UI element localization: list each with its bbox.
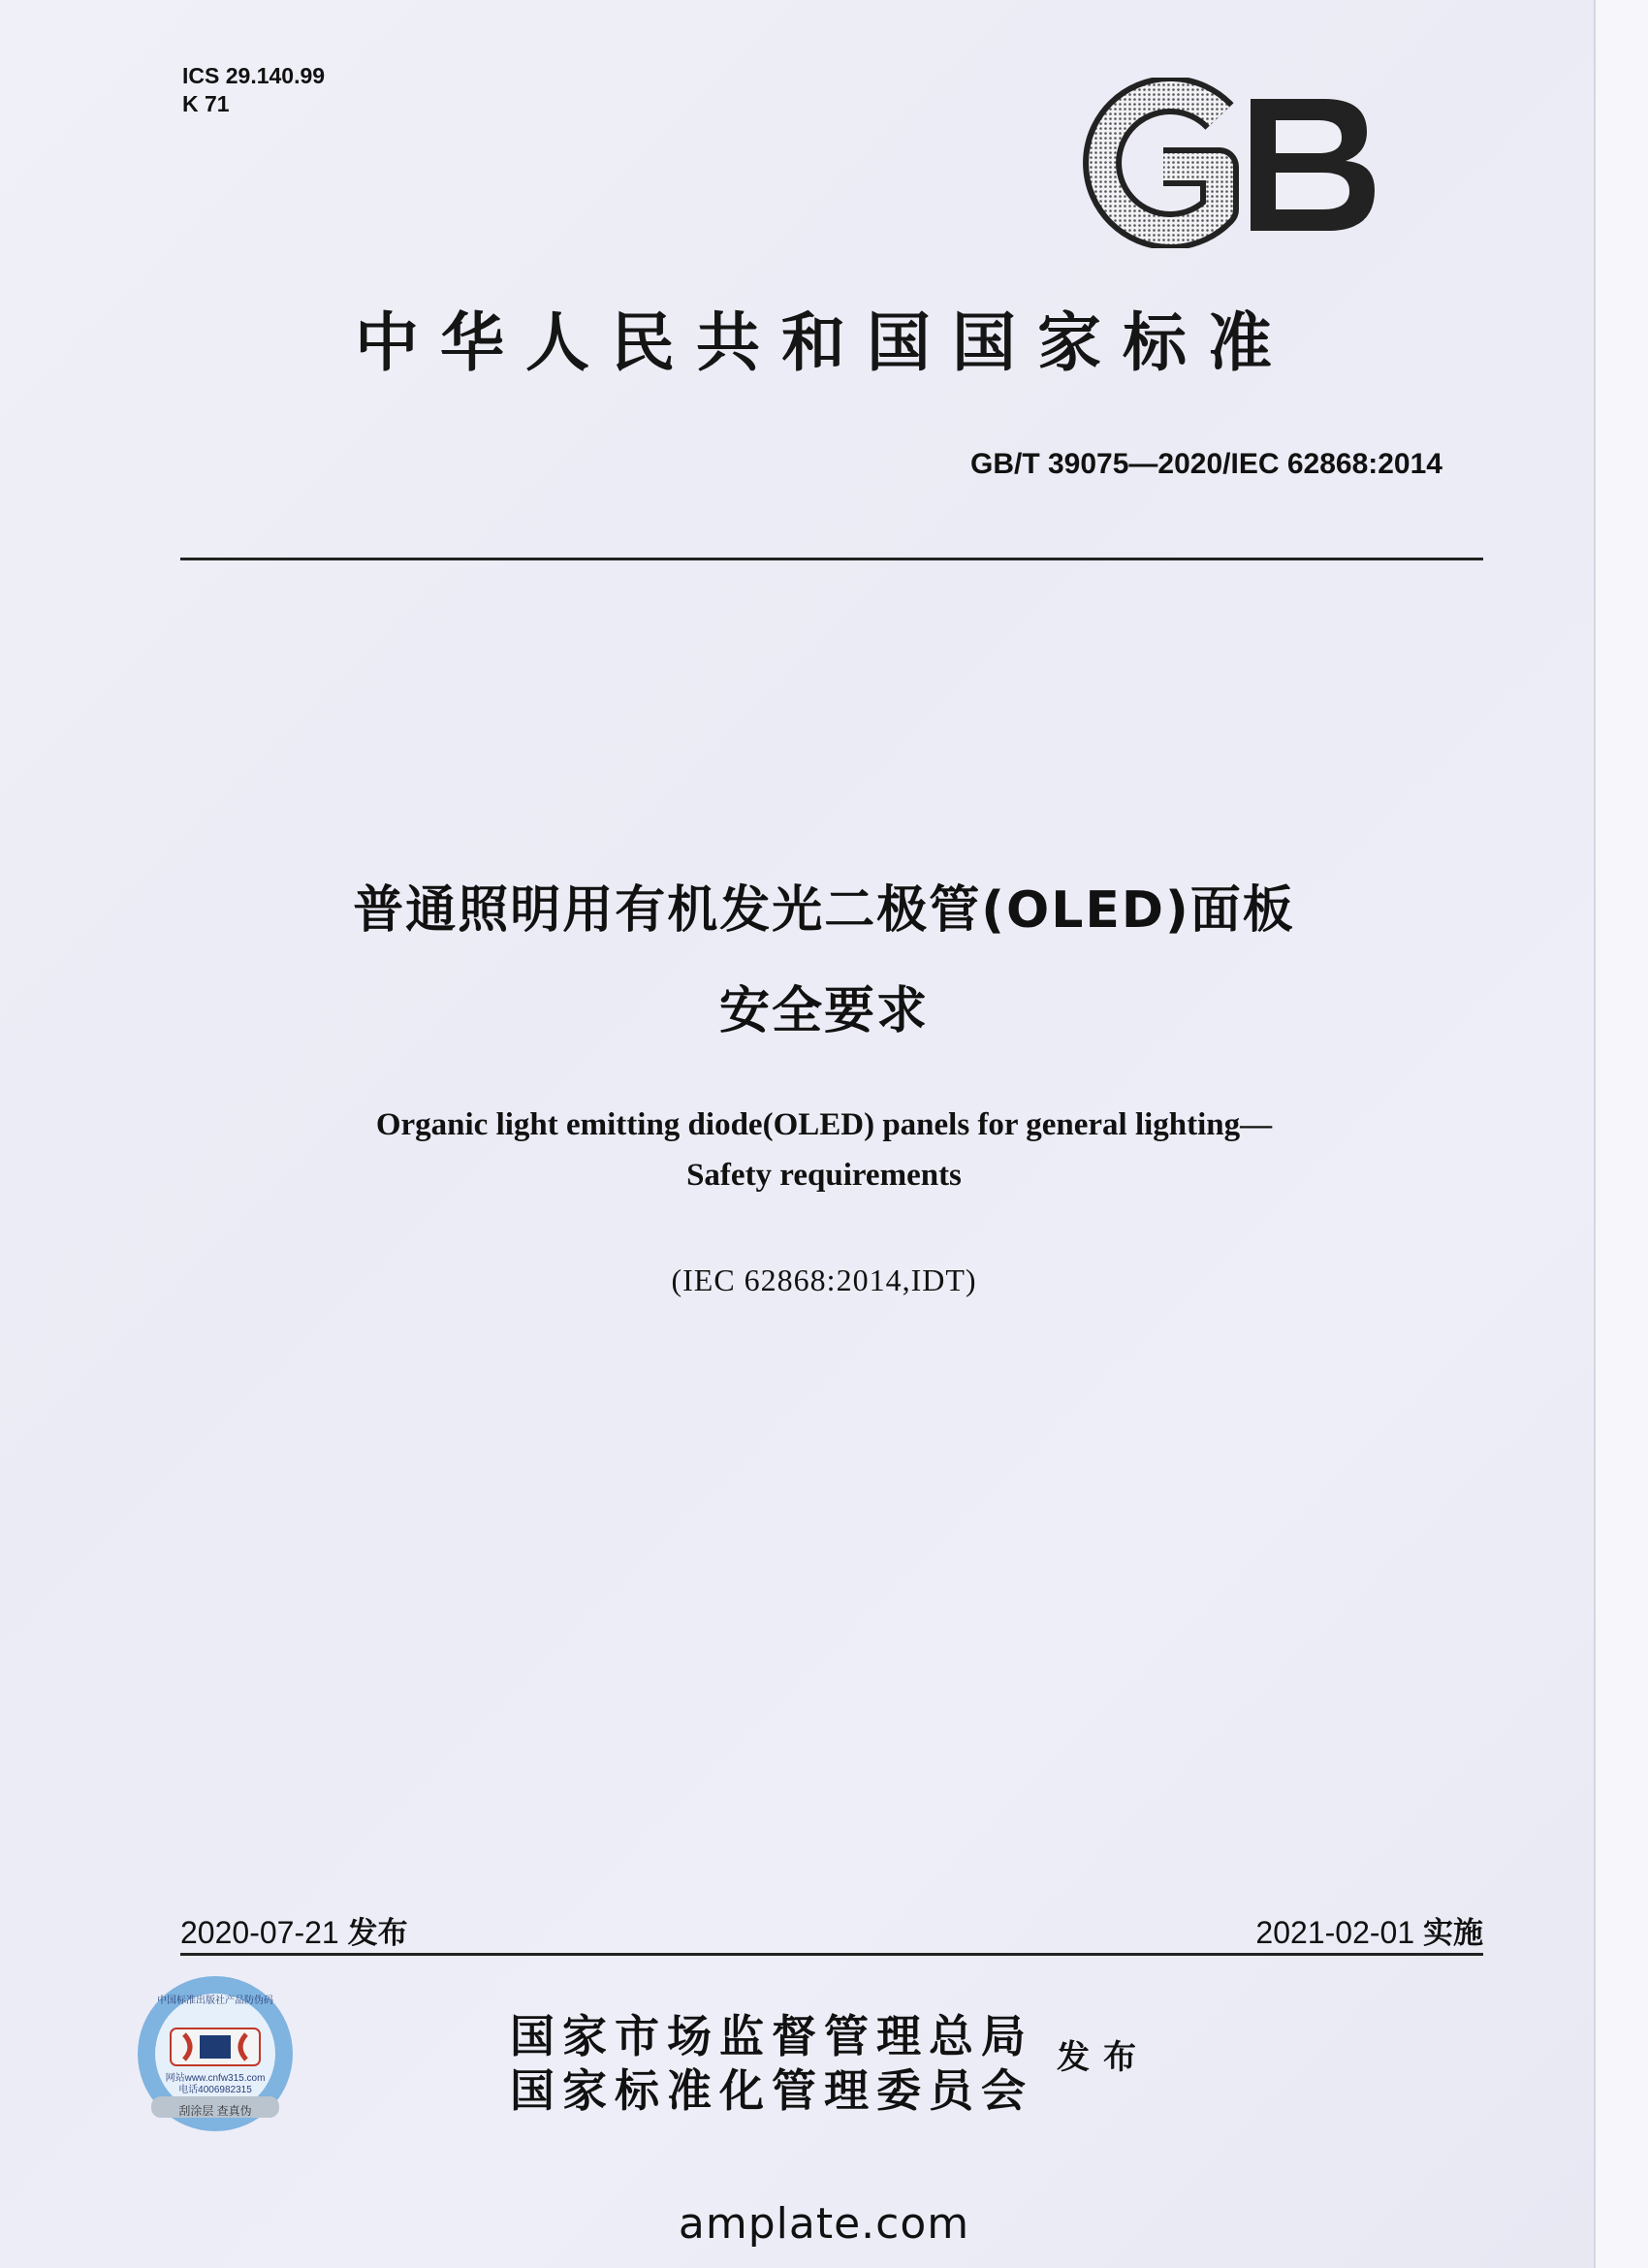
standard-type-title: 中华人民共和国国家标准 xyxy=(355,305,1293,380)
ics-code: ICS 29.140.99 xyxy=(182,63,326,88)
implement-date: 2021-02-01 xyxy=(1255,1915,1415,1950)
title-en-line1: Organic light emitting diode(OLED) panels for general lighting— xyxy=(375,1107,1273,1142)
title-cn-line2: 安全要求 xyxy=(718,982,929,1040)
page-edge xyxy=(1594,0,1648,2268)
implement-label: 实施 xyxy=(1423,1916,1483,1951)
stamp-phone: 电话4006982315 xyxy=(178,2085,252,2095)
issuer-line2: 国家标准化管理委员会 xyxy=(510,2064,1033,2117)
title-cn-line1: 普通照明用有机发光二极管(OLED)面板 xyxy=(353,881,1295,940)
stamp-top-text: 中国标准出版社产品防伪码 xyxy=(157,1996,273,2006)
issuer-line1: 国家市场监督管理总局 xyxy=(510,2010,1033,2062)
publish-label: 发布 xyxy=(1057,2038,1150,2077)
header-divider xyxy=(180,558,1483,560)
classification-codes xyxy=(182,62,325,118)
issue-date: 2020-07-21 xyxy=(180,1915,339,1950)
title-en-line2: Safety requirements xyxy=(686,1158,962,1193)
stamp-bottom-text: 刮涂层 查真伪 xyxy=(178,2104,252,2118)
watermark-text: amplate.com xyxy=(678,2199,970,2249)
issue-date-block xyxy=(180,1908,408,1952)
equivalence-note: (IEC 62868:2014,IDT) xyxy=(671,1262,977,1297)
ccs-code: K 71 xyxy=(182,91,230,116)
footer-divider xyxy=(180,1953,1483,1956)
standard-number: GB/T 39075—2020/IEC 62868:2014 xyxy=(970,448,1442,480)
stamp-website: 网站www.cnfw315.com xyxy=(165,2073,266,2084)
implement-date-block xyxy=(1255,1908,1483,1952)
gb-logo xyxy=(1074,78,1394,248)
logo-text: GB xyxy=(1074,78,1076,79)
issue-label: 发布 xyxy=(347,1916,408,1951)
